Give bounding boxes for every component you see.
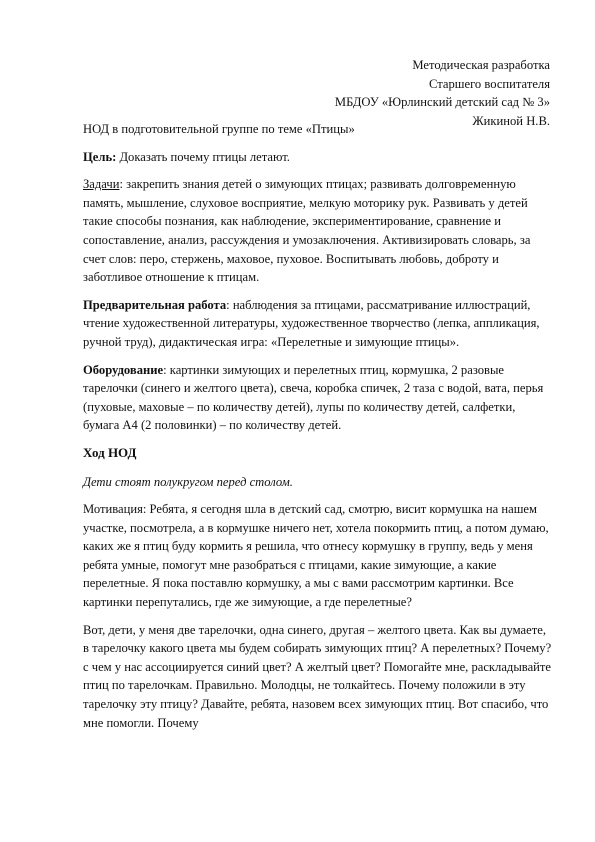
prework-paragraph: [83, 296, 553, 352]
stage-direction: Дети стоят полукругом перед столом.: [83, 474, 293, 489]
goal-text: Доказать почему птицы летают.: [116, 149, 290, 164]
motivation-paragraph: Мотивация: Ребята, я сегодня шла в детский сад, смотрю, висит кормушка на нашем участке, посмотрела, а в кормушке ничего нет, хотела покормить птиц, а потом думаю, каких же я птиц буду кормить я решила, что отнесу кормушку в группу, ведь у меня ребята умные, помогут мне разобраться с птицами, какие зимующие, а какие перелетные. Я пока поставлю кормушку, а мы с вами рассмотрим картинки. Все картинки перепутались, где же зимующие, а где перелетные?: [83, 502, 549, 610]
header-line-4: Жикиной Н.В.: [472, 113, 550, 128]
tasks-label: Задачи: [83, 177, 120, 192]
prework-text: : наблюдения за птицами, рассматривание иллюстраций, чтение художественной литературы, художественное творчество (лепка, аппликация, ручной труд), дидактическая игра: «Перелетные и зимующие птицы».: [83, 297, 540, 349]
header-line-1: Методическая разработка: [412, 58, 550, 72]
tasks-paragraph: [83, 175, 553, 287]
equipment-paragraph: [83, 361, 553, 435]
dialogue-paragraph: Вот, дети, у меня две тарелочки, одна синего, другая – желтого цвета. Как вы думаете, в тарелочку какого цвета мы будем собирать зимующих птиц? А перелетных? Почему? с чем у нас ассоциируется синий цвет? А желтый цвет? Помогайте мне, раскладывайте птиц по тарелочкам. Правильно. Молодцы, не толкайтесь. Почему положили в эту тарелочку эту птицу? Давайте, ребята, назовем всех зимующих птиц. Вот спасибо, что мне помогли. Почему: [83, 622, 552, 730]
document-body: [83, 120, 553, 732]
lesson-topic: НОД в подготовительной группе по теме «Птицы»: [83, 122, 355, 136]
equipment-text: : картинки зимующих и перелетных птиц, кормушка, 2 разовые тарелочки (синего и желтого цвета), свеча, коробка спичек, 2 таза с водой, вата, перья (пуховые, маховые – по количеству детей), лупы по количеству детей, салфетки, бумага А4 (2 половинки) – по количеству детей.: [83, 362, 544, 433]
header-line-3: МБДОУ «Юрлинский детский сад № 3»: [334, 95, 550, 110]
header-line-2: Старшего воспитателя: [429, 76, 550, 91]
goal-paragraph: [83, 148, 553, 167]
prework-label: Предварительная работа: [83, 297, 227, 312]
equipment-label: Оборудование: [83, 362, 164, 377]
tasks-text: : закрепить знания детей о зимующих птицах; развивать долговременную память, мышление, слуховое восприятие, мелкую моторику рук. Развивать у детей такие способы познания, как наблюдение, экспериментирование, сравнение и сопоставление, анализ, рассуждения и умозаключения. Активизировать словарь, за счет слов: перо, стержень, маховое, пуховое. Воспитывать любовь, доброту и заботливое отношение к птицам.: [83, 177, 531, 285]
goal-label: Цель:: [83, 149, 117, 164]
course-title: Ход НОД: [83, 444, 137, 460]
